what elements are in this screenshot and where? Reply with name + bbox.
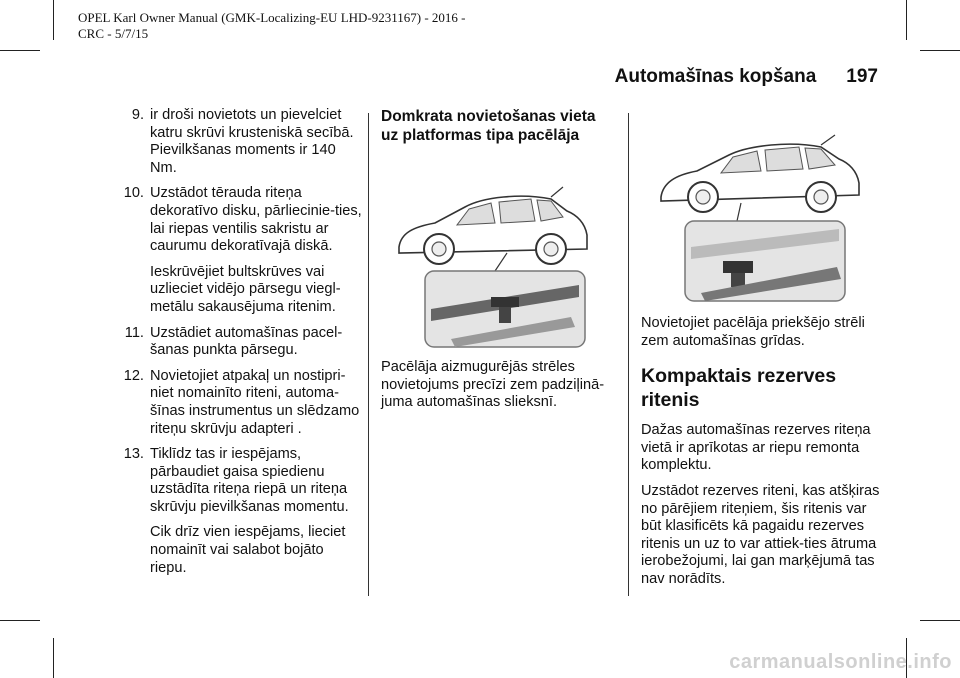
figure-caption: Novietojiet pacēlāja priekšējo strēli zem automašīnas grīdas.	[641, 315, 865, 349]
column-steps	[118, 107, 363, 585]
column-lift-front	[641, 107, 881, 597]
column-divider	[628, 113, 629, 596]
crop-mark	[920, 50, 960, 51]
step-number: 12.	[123, 367, 144, 384]
lift-rear-illustration	[391, 159, 601, 349]
step-text: Cik drīz vien iespējams, lieciet nomainīt vai salabot bojāto riepu.	[150, 524, 346, 576]
step-text: Novietojiet atpakaļ un nostipri-niet nomainīto riteni, automa-šīnas instrumentus un slēdzamo riteņu skrūvju adapteri .	[150, 367, 360, 437]
section-heading: Domkrata novietošanas vieta uz platformas tipa pacēlāja	[381, 108, 596, 144]
crop-mark	[0, 620, 40, 621]
step-item	[118, 446, 363, 577]
crop-mark	[0, 50, 40, 51]
step-text: Tiklīdz tas ir iespējams, pārbaudiet gaisa spiedienu uzstādīta riteņa riepā un riteņa skrūvju pievilkšanas momentu.	[150, 446, 349, 515]
column-lift-rear	[381, 107, 611, 420]
lift-front-illustration	[641, 117, 881, 307]
step-text: Uzstādot tērauda riteņa dekoratīvo disku, pārliecinie-ties, lai riepas ventilis sakristu ar caurumu dekoratīvajā diskā.	[150, 185, 362, 255]
step-item	[118, 185, 363, 316]
step-text: ir droši novietots un pievelciet katru skrūvi krusteniskā secībā. Pievilkšanas moments ir 140 Nm.	[150, 107, 354, 176]
section-heading: Kompaktais rezerves ritenis	[641, 365, 837, 412]
step-item	[118, 368, 363, 438]
running-head	[615, 66, 878, 88]
step-text: Ieskrūvējiet bultskrūves vai uzlieciet vidējo pārsegu viegl-metālu sakausējuma ritenim.	[150, 263, 341, 315]
step-number: 9.	[131, 107, 144, 123]
step-number: 13.	[123, 446, 144, 463]
crop-mark	[53, 0, 54, 40]
figure-caption: Pacēlāja aizmugurējās strēles novietojums precīzi zem padziļinā-juma automašīnas slieksnī.	[381, 359, 605, 411]
page-number: 197	[846, 66, 878, 87]
body-paragraph: Dažas automašīnas rezerves riteņa vietā ir aprīkotas ar riepu remonta komplektu.	[641, 422, 871, 474]
document-meta: OPEL Karl Owner Manual (GMK-Localizing-EU LHD-9231167) - 2016 - CRC - 5/7/15	[78, 10, 466, 41]
watermark: carmanualsonline.info	[729, 651, 952, 673]
body-paragraph: Uzstādot rezerves riteni, kas atšķiras no pārējiem riteņiem, šis ritenis var būt klasificēts kā pagaidu rezerves ritenis un uz to var attiek-ties ātruma ierobežojumi, lai gan marķējumā tas nav norādīts.	[641, 482, 880, 587]
step-number: 11.	[124, 324, 144, 341]
section-title: Automašīnas kopšana	[614, 66, 817, 87]
step-text: Uzstādiet automašīnas pacel-šanas punkta pārsegu.	[150, 324, 343, 359]
step-item	[118, 325, 363, 360]
column-divider	[368, 113, 369, 596]
crop-mark	[920, 620, 960, 621]
crop-mark	[53, 638, 54, 678]
step-item	[118, 107, 363, 177]
step-number: 10.	[123, 185, 144, 202]
crop-mark	[906, 0, 907, 40]
